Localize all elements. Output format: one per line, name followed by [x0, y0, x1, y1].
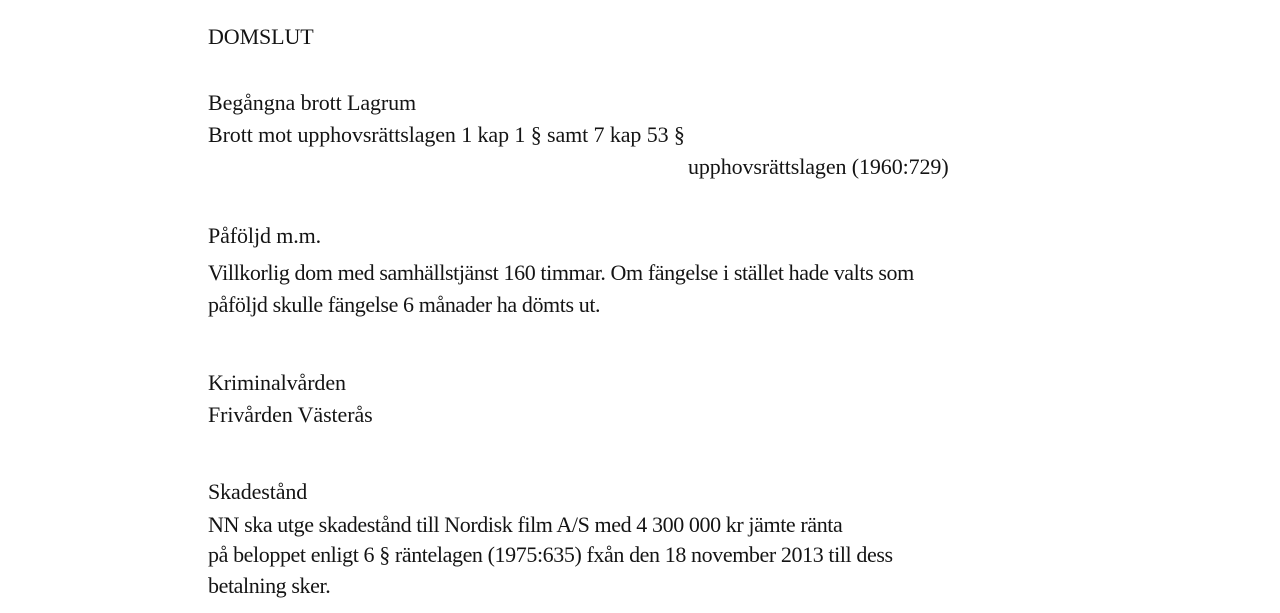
crimes-line-1: Brott mot upphovsrättslagen 1 kap 1 § samt 7 kap 53 §	[208, 122, 685, 147]
section-heading-crimes: Begångna brott Lagrum	[208, 90, 417, 115]
crimes-line-2: upphovsrättslagen (1960:729)	[688, 154, 949, 179]
section-heading-damages: Skadestånd	[208, 479, 308, 504]
sanction-line-1: Villkorlig dom med samhällstjänst 160 timmar. Om fängelse i stället hade valts som	[208, 260, 914, 285]
damages-line-3: betalning sker.	[208, 573, 331, 598]
damages-line-2: på beloppet enligt 6 § räntelagen (1975:635) fxån den 18 november 2013 till dess	[208, 542, 893, 567]
sanction-line-2: påföljd skulle fängelse 6 månader ha dömts ut.	[208, 292, 601, 317]
probation-line-1: Frivården Västerås	[208, 402, 373, 427]
damages-line-1: NN ska utge skadestånd till Nordisk film A/S med 4 300 000 kr jämte ränta	[208, 512, 843, 537]
section-heading-probation: Kriminalvården	[208, 370, 346, 395]
section-heading-sanction: Påföljd m.m.	[208, 223, 322, 248]
document-title: DOMSLUT	[208, 24, 314, 49]
